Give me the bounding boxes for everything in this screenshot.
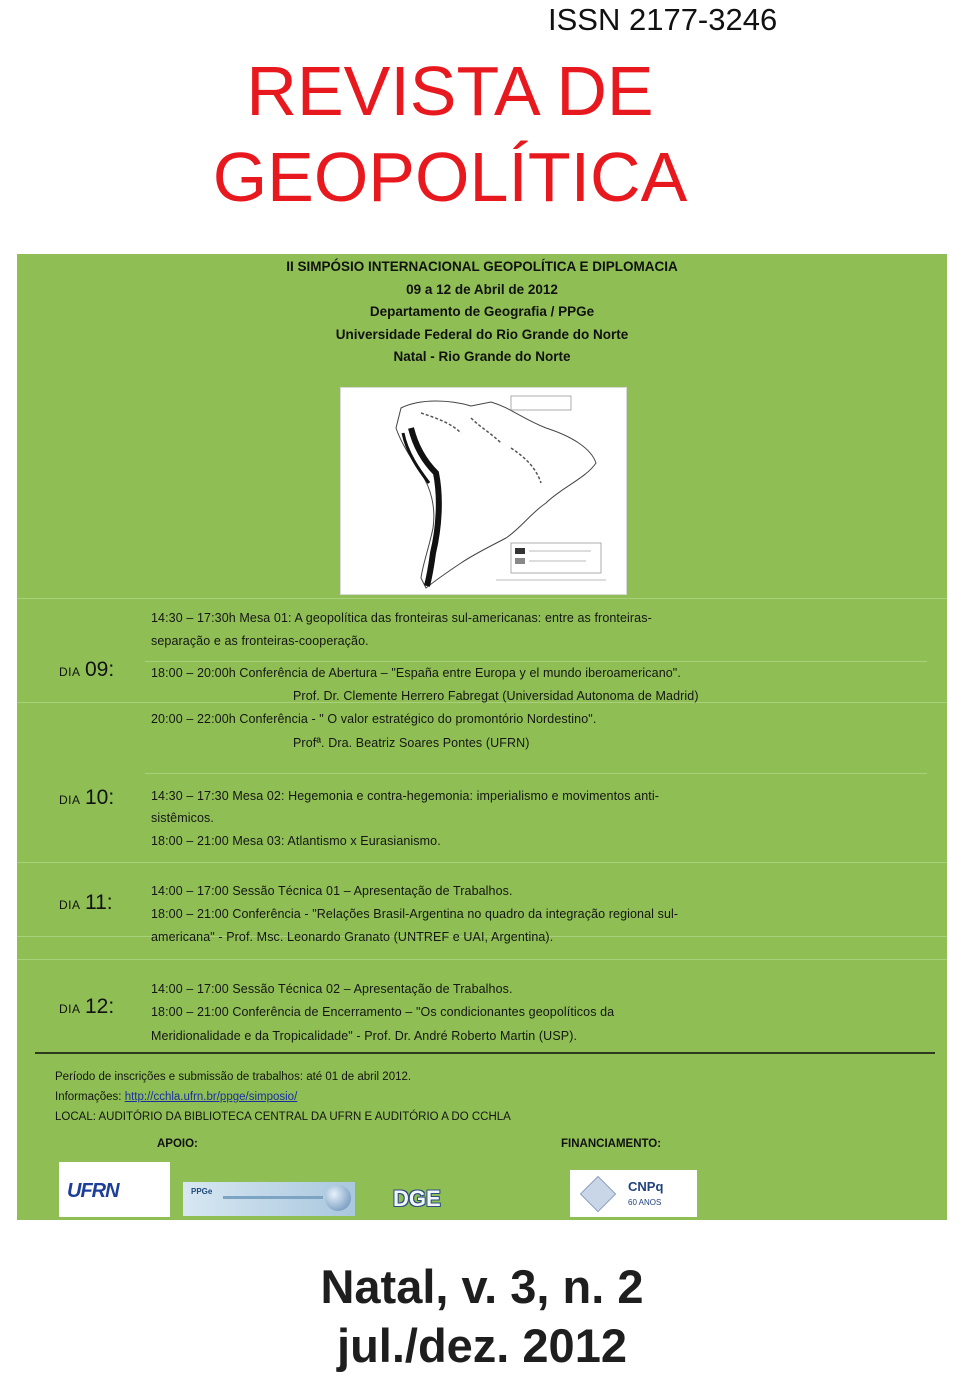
funding-heading: FINANCIAMENTO:: [561, 1138, 662, 1150]
schedule-line: 18:00 – 20:00h Conferência de Abertura – "España entre Europa y el mundo iberoamericano".: [151, 666, 681, 680]
row-divider: [145, 773, 927, 774]
schedule-line: 14:00 – 17:00 Sessão Técnica 01 – Apresentação de Trabalhos.: [151, 884, 513, 898]
journal-title-line-2: GEOPOLÍTICA: [212, 138, 688, 216]
poster-header-line: Universidade Federal do Rio Grande do Norte: [335, 326, 629, 342]
issue-date: jul./dez. 2012: [337, 1319, 627, 1372]
row-divider: [145, 661, 927, 662]
venue-line: LOCAL: AUDITÓRIO DA BIBLIOTECA CENTRAL DA UFRN E AUDITÓRIO A DO CCHLA: [55, 1111, 511, 1123]
poster-header-line: Departamento de Geografia / PPGe: [369, 304, 595, 319]
poster-header-line: Natal - Rio Grande do Norte: [393, 349, 571, 364]
poster-header-line: 09 a 12 de Abril de 2012: [406, 281, 558, 297]
issue-volume: Natal, v. 3, n. 2: [320, 1260, 644, 1313]
schedule-line: 18:00 – 21:00 Conferência de Encerramento – "Os condicionantes geopolíticos da: [151, 1005, 615, 1019]
cnpq-logo-text: CNPq: [628, 1179, 664, 1194]
ppge-logo: [183, 1182, 355, 1216]
day-number: 11: [84, 891, 107, 914]
journal-title: [160, 48, 740, 220]
registration-period: Período de inscrições e submissão de trabalhos: até 01 de abril 2012.: [55, 1071, 412, 1083]
event-poster: [17, 254, 947, 1220]
schedule-line: Profª. Dra. Beatriz Soares Pontes (UFRN): [293, 736, 530, 750]
poster-header-line: II SIMPÓSIO INTERNACIONAL GEOPOLÍTICA E DIPLOMACIA: [286, 259, 678, 274]
schedule-line: 14:30 – 17:30h Mesa 01: A geopolítica das fronteiras sul-americanas: entre as fronteiras-: [151, 611, 652, 625]
day-number: 12: [84, 995, 109, 1018]
info-label: Informações:: [55, 1091, 122, 1103]
schedule-line: americana" - Prof. Msc. Leonardo Granato (UNTREF e UAI, Argentina).: [151, 930, 554, 944]
schedule-line: sistêmicos.: [151, 811, 214, 825]
section-divider: [17, 862, 947, 863]
ufrn-logo: [59, 1162, 170, 1217]
journal-title-line-1: REVISTA DE: [246, 52, 654, 130]
info-line: [55, 1091, 297, 1103]
schedule-line: 14:30 – 17:30 Mesa 02: Hegemonia e contra-hegemonia: imperialismo e movimentos anti-: [151, 789, 659, 803]
day-number: 10: [84, 786, 109, 809]
day-label-11: DIA 11:: [59, 891, 113, 914]
schedule-line: 18:00 – 21:00 Conferência - "Relações Brasil-Argentina no quadro da integração regional sul-: [151, 907, 679, 921]
day-prefix: DIA: [59, 1002, 81, 1016]
section-divider: [17, 959, 947, 960]
poster-header: [17, 256, 947, 369]
day-prefix: DIA: [59, 665, 81, 679]
footer-divider: [35, 1052, 935, 1054]
schedule-line: Meridionalidade e da Tropicalidade" - Prof. Dr. André Roberto Martin (USP).: [151, 1029, 578, 1043]
issn-label: ISSN 2177-3246: [548, 2, 778, 37]
ufrn-logo-text: UFRN: [67, 1180, 119, 1202]
schedule-line: Prof. Dr. Clemente Herrero Fabregat (Universidad Autonoma de Madrid): [293, 689, 699, 703]
cnpq-logo-subtext: 60 ANOS: [628, 1198, 662, 1207]
day-prefix: DIA: [59, 793, 81, 807]
day-prefix: DIA: [59, 898, 81, 912]
schedule-line: 18:00 – 21:00 Mesa 03: Atlantismo x Eurasianismo.: [151, 834, 441, 848]
dge-logo-text: DGE: [393, 1186, 441, 1211]
south-america-map: [340, 387, 627, 595]
schedule-line: 20:00 – 22:00h Conferência - " O valor estratégico do promontório Nordestino".: [151, 712, 597, 726]
info-link[interactable]: http://cchla.ufrn.br/ppge/simposio/: [124, 1091, 298, 1103]
ppge-logo-text: PPGe: [191, 1187, 213, 1196]
dge-logo: [373, 1184, 457, 1216]
day-number: 09: [84, 658, 109, 681]
schedule-line: 14:00 – 17:00 Sessão Técnica 02 – Apresentação de Trabalhos.: [151, 982, 513, 996]
day-label-12: DIA 12:: [59, 995, 115, 1018]
map-illustration: [341, 388, 626, 594]
section-divider: [17, 598, 947, 599]
day-label-10: DIA 10:: [59, 786, 115, 809]
support-heading: APOIO:: [157, 1138, 198, 1150]
cnpq-logo: [570, 1170, 697, 1217]
schedule-line: separação e as fronteiras-cooperação.: [151, 634, 369, 648]
day-label-09: DIA 09:: [59, 658, 115, 681]
